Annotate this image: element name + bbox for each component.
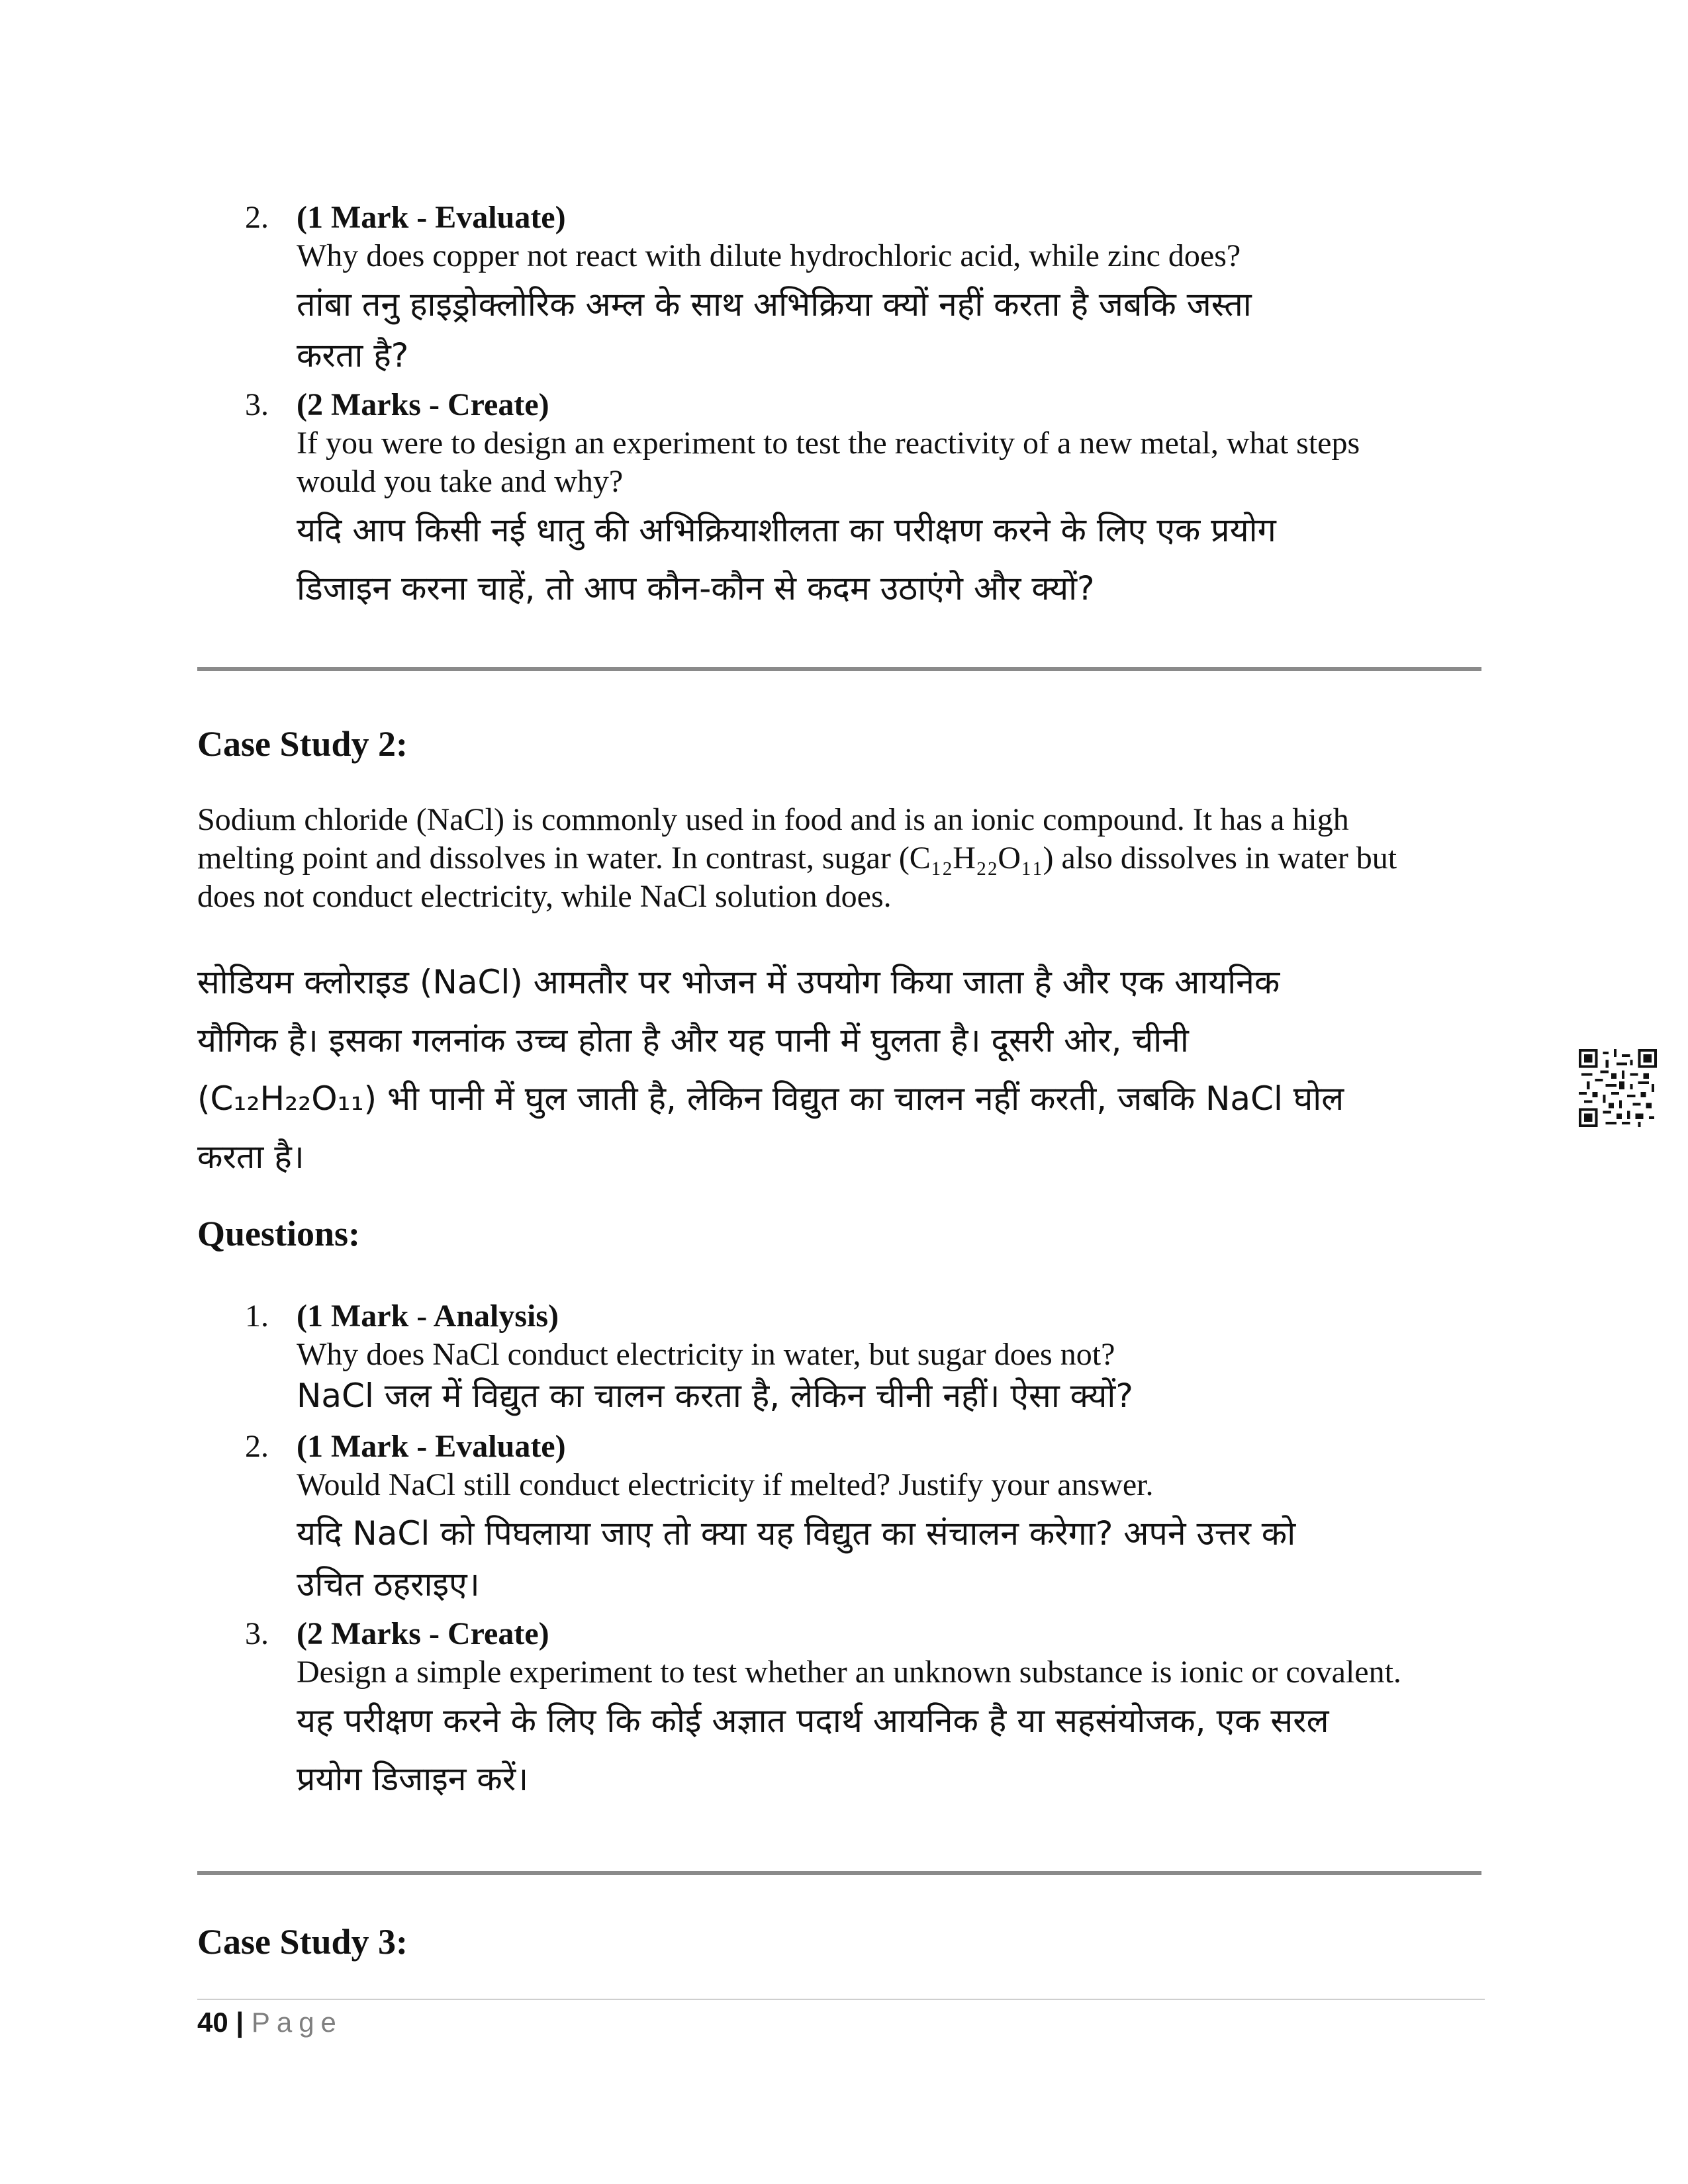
question-english: Why does NaCl conduct electricity in water, but sugar does not?: [297, 1337, 1115, 1372]
question-number: 1.: [245, 1298, 269, 1334]
question-english: Would NaCl still conduct electricity if melted? Justify your answer.: [297, 1467, 1154, 1502]
question-hindi-line: उचित ठहराइए।: [297, 1565, 480, 1604]
question-hindi-line: प्रयोग डिजाइन करें।: [297, 1760, 529, 1798]
question-hindi-line: यदि NaCl को पिघलाया जाए तो क्या यह विद्युत का संचालन करेगा? अपने उत्तर को: [297, 1514, 1296, 1553]
question-english-line: If you were to design an experiment to test the reactivity of a new metal, what steps: [297, 426, 1360, 461]
page-footer: [197, 2004, 343, 2041]
case-study-hindi-paragraph: [197, 953, 1455, 1186]
question-number: 2.: [245, 1429, 269, 1464]
question-english: Why does copper not react with dilute hydrochloric acid, while zinc does?: [297, 238, 1241, 273]
question-hindi-line: तांबा तनु हाइड्रोक्लोरिक अम्ल के साथ अभिक्रिया क्यों नहीं करता है जबकि जस्ता: [297, 285, 1252, 324]
paragraph-line: does not conduct electricity, while NaCl solution does.: [197, 879, 892, 914]
paragraph-line: सोडियम क्लोराइड (NaCl) आमतौर पर भोजन में उपयोग किया जाता है और एक आयनिक: [197, 963, 1280, 1001]
paragraph-line: Sodium chloride (NaCl) is commonly used in food and is an ionic compound. It has a high: [197, 802, 1349, 837]
question-number: 3.: [245, 387, 269, 422]
question-mark: (1 Mark - Analysis): [297, 1298, 559, 1334]
question-hindi-line: यदि आप किसी नई धातु की अभिक्रियाशीलता का परीक्षण करने के लिए एक प्रयोग: [297, 511, 1276, 549]
case-study-english-paragraph: [197, 801, 1455, 916]
question-english: Design a simple experiment to test whether an unknown substance is ionic or covalent.: [297, 1655, 1401, 1690]
paragraph-line: melting point and dissolves in water. In contrast, sugar (C₁₂H₂₂O₁₁) also dissolves in water but: [197, 841, 1397, 876]
question-number: 2.: [245, 200, 269, 235]
question-english-line: would you take and why?: [297, 464, 624, 499]
question-hindi-line: यह परीक्षण करने के लिए कि कोई अज्ञात पदार्थ आयनिक है या सहसंयोजक, एक सरल: [297, 1702, 1329, 1740]
paragraph-line: करता है।: [197, 1138, 305, 1176]
footer-separator: |: [236, 2007, 244, 2038]
footer-divider: [197, 1999, 1485, 2000]
page-label: Page: [251, 2007, 343, 2038]
case-study-heading: Case Study 2:: [197, 724, 408, 764]
case-study-heading: Case Study 3:: [197, 1922, 408, 1962]
question-mark: (2 Marks - Create): [297, 1616, 549, 1651]
qr-code-icon[interactable]: [1579, 1049, 1657, 1127]
paragraph-line: यौगिक है। इसका गलनांक उच्च होता है और यह पानी में घुलता है। दूसरी ओर, चीनी: [197, 1021, 1189, 1060]
question-mark: (2 Marks - Create): [297, 387, 549, 422]
section-divider: [197, 1871, 1481, 1875]
question-hindi-line: करता है?: [297, 336, 409, 375]
paragraph-line: (C₁₂H₂₂O₁₁) भी पानी में घुल जाती है, लेकिन विद्युत का चालन नहीं करती, जबकि NaCl घोल: [197, 1079, 1344, 1118]
question-mark: (1 Mark - Evaluate): [297, 1429, 566, 1464]
section-divider: [197, 667, 1481, 671]
page-number: 40: [197, 2007, 228, 2038]
questions-heading: Questions:: [197, 1214, 361, 1253]
question-hindi-line: NaCl जल में विद्युत का चालन करता है, लेकिन चीनी नहीं। ऐसा क्यों?: [297, 1377, 1133, 1415]
question-mark: (1 Mark - Evaluate): [297, 200, 566, 235]
question-hindi-line: डिजाइन करना चाहें, तो आप कौन-कौन से कदम उठाएंगे और क्यों?: [297, 569, 1095, 608]
question-number: 3.: [245, 1616, 269, 1651]
